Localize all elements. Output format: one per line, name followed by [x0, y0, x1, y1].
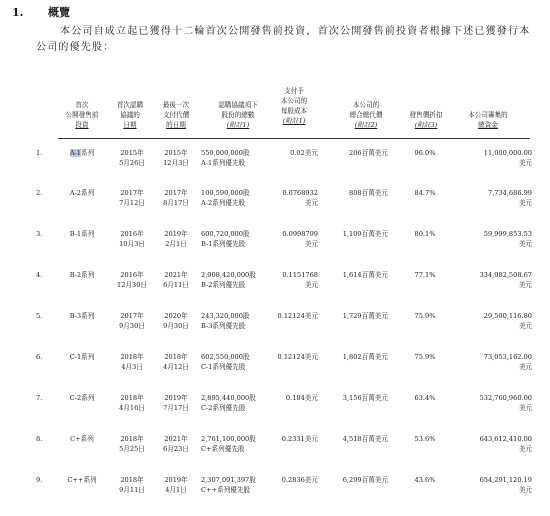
row-number-line: 1. — [36, 149, 43, 157]
funds-raised-line: 美元 — [518, 445, 532, 453]
last-payment-date-line: 2019年 — [164, 230, 188, 238]
post-money-valuation-line: 1,802百萬美元 — [342, 353, 388, 361]
last-payment-date — [153, 148, 199, 168]
header-line: 首次 — [75, 101, 89, 109]
offer-discount-line: 75.9% — [414, 353, 436, 361]
header-rule — [58, 138, 530, 139]
row-number-line: 9. — [36, 476, 43, 484]
first-subscription-date — [110, 148, 154, 168]
total-shares-line: 600,720,000股 — [201, 230, 250, 238]
offer-discount — [395, 311, 455, 321]
cost-per-share-line: 0.2836美元 — [281, 476, 318, 484]
offer-discount-line: 43.6% — [414, 476, 436, 484]
cost-per-share — [270, 393, 318, 403]
row-number-line: 6. — [36, 353, 43, 361]
funds-raised-line: 29,500,116.80 — [483, 312, 532, 320]
cost-per-share-line: 0.12124美元 — [277, 312, 318, 320]
funds-raised-line: 美元 — [518, 281, 532, 289]
cost-per-share-line: 美元 — [304, 199, 318, 207]
funds-raised-line: 532,760,960.00 — [479, 394, 532, 402]
funds-raised-line: 654,291,120.19 — [479, 476, 532, 484]
cost-per-share — [270, 229, 318, 249]
row-number-line: 3. — [36, 230, 43, 238]
first-subscription-date — [110, 352, 154, 372]
header-line: 協議的 — [120, 111, 140, 119]
post-money-valuation-line: 1,109百萬美元 — [342, 230, 388, 238]
series-name — [58, 188, 106, 198]
total-shares-line: C++系列優先股 — [201, 486, 251, 494]
cost-per-share-line: 0.0998799 — [282, 230, 318, 238]
post-money-valuation — [328, 270, 388, 280]
funds-raised-line: 美元 — [518, 159, 532, 167]
last-payment-date-line: 2021年 — [164, 435, 188, 443]
offer-discount-line: 80.1% — [414, 230, 436, 238]
cost-per-share-line: 0.2331美元 — [281, 435, 318, 443]
total-shares-line: 2,761,100,000股 — [201, 435, 256, 443]
funds-raised-line: 美元 — [518, 363, 532, 371]
funds-raised-line: 11,000,000.00 — [483, 149, 532, 157]
last-payment-date-line: 8月17日 — [163, 199, 189, 207]
last-payment-date-line: 2017年 — [164, 189, 188, 197]
first-subscription-date-line: 2018年 — [120, 353, 144, 361]
post-money-valuation — [328, 434, 388, 444]
header-line: 總合總代價 — [349, 111, 383, 119]
header-last-date — [152, 100, 200, 130]
series-name — [58, 352, 106, 362]
cost-per-share — [270, 434, 318, 444]
post-money-valuation-line: 1,614百萬美元 — [342, 271, 388, 279]
last-payment-date-line: 2018年 — [164, 353, 188, 361]
total-shares-line: 550,000,000股 — [201, 149, 250, 157]
total-shares-line: C+系列優先股 — [201, 445, 245, 453]
row-number-line: 7. — [36, 394, 43, 402]
first-subscription-date-line: 2017年 — [120, 312, 144, 320]
post-money-valuation — [328, 393, 388, 403]
offer-discount-line: 96.0% — [414, 149, 436, 157]
total-shares — [201, 270, 256, 290]
header-line: 投資 — [75, 121, 89, 129]
header-line: 股份的總數 — [221, 111, 255, 119]
last-payment-date-line: 4月1日 — [165, 486, 187, 494]
series-name — [58, 434, 106, 444]
last-payment-date — [153, 188, 199, 208]
funds-raised — [460, 311, 532, 331]
last-payment-date-line: 2015年 — [164, 149, 188, 157]
total-shares-line: C-2系列優先股 — [201, 404, 246, 412]
total-shares-line: 2,307,091,397股 — [201, 476, 256, 484]
last-payment-date-line: 2019年 — [164, 394, 188, 402]
post-money-valuation-line: 4,518百萬美元 — [342, 435, 388, 443]
first-subscription-date-line: 2015年 — [120, 149, 144, 157]
row-number — [36, 393, 42, 403]
post-money-valuation — [328, 352, 388, 362]
total-shares-line: 2,895,440,000股 — [201, 394, 256, 402]
row-number — [36, 434, 42, 444]
header-line: 的日期 — [166, 121, 186, 129]
last-payment-date — [153, 434, 199, 454]
funds-raised — [460, 148, 532, 168]
total-shares — [201, 188, 250, 208]
header-valuation — [338, 100, 394, 130]
section-number: 1. — [12, 6, 24, 19]
header-line: 首次認購 — [116, 101, 144, 109]
last-payment-date — [153, 352, 199, 372]
cost-per-share — [270, 270, 318, 290]
total-shares-line: 602,550,000股 — [201, 353, 250, 361]
funds-raised-line: 美元 — [518, 322, 532, 330]
total-shares — [201, 434, 256, 454]
total-shares-line: 2,908,420,000股 — [201, 271, 256, 279]
header-line: (附註1) — [282, 117, 306, 125]
post-money-valuation — [328, 475, 388, 485]
offer-discount-line: 53.6% — [414, 435, 436, 443]
total-shares-line: A-2系列優先股 — [201, 199, 246, 207]
last-payment-date-line: 12月3日 — [163, 159, 189, 167]
series-name-rest: 系列 — [81, 149, 95, 157]
total-shares — [201, 311, 250, 331]
offer-discount — [395, 188, 455, 198]
first-subscription-date-line: 2017年 — [120, 189, 144, 197]
funds-raised — [460, 188, 532, 208]
header-shares — [210, 100, 266, 130]
last-payment-date — [153, 393, 199, 413]
cost-per-share — [270, 475, 318, 485]
cost-per-share-line: 美元 — [304, 281, 318, 289]
first-subscription-date-line: 2016年 — [120, 271, 144, 279]
row-number — [36, 229, 42, 239]
header-line: 發售價折扣 — [409, 111, 443, 119]
funds-raised-line: 59,999,853.53 — [483, 230, 532, 238]
row-number-line: 4. — [36, 271, 43, 279]
intro-paragraph — [36, 24, 532, 56]
row-number — [36, 475, 42, 485]
first-subscription-date-line: 5月25日 — [119, 445, 145, 453]
last-payment-date-line: 2月1日 — [165, 240, 187, 248]
series-name — [58, 311, 106, 321]
header-line: 認購協議項下 — [218, 101, 258, 109]
total-shares-line: B-1系列優先股 — [201, 240, 246, 248]
funds-raised-line: 美元 — [518, 486, 532, 494]
post-money-valuation-line: 808百萬美元 — [349, 189, 388, 197]
header-raised — [458, 110, 518, 130]
total-shares-line: 100,590,000股 — [201, 189, 250, 197]
series-name-line: B-2系列 — [69, 271, 95, 279]
series-name-line: C+系列 — [70, 435, 94, 443]
series-name — [58, 148, 106, 158]
first-subscription-date-line: 7月12日 — [119, 199, 145, 207]
last-payment-date-line: 2021年 — [164, 271, 188, 279]
cost-per-share — [270, 148, 318, 158]
first-subscription-date-line: 4月16日 — [119, 404, 145, 412]
funds-raised — [460, 352, 532, 372]
last-payment-date-line: 2019年 — [164, 476, 188, 484]
first-subscription-date — [110, 229, 154, 249]
cost-per-share-line: 0.12124美元 — [277, 353, 318, 361]
header-discount — [400, 110, 452, 130]
last-payment-date-line: 9月30日 — [163, 322, 189, 330]
first-subscription-date — [110, 311, 154, 331]
funds-raised — [460, 475, 532, 495]
total-shares-line: B-3系列優先股 — [201, 322, 246, 330]
total-shares-line: A-1系列優先股 — [201, 159, 246, 167]
cost-per-share-line: 0.1151768 — [282, 271, 318, 279]
offer-discount — [395, 352, 455, 362]
funds-raised-line: 7,734,686.99 — [487, 189, 532, 197]
series-name-line: B-3系列 — [69, 312, 95, 320]
total-shares — [201, 393, 256, 413]
cost-per-share — [270, 311, 318, 321]
last-payment-date-line: 2020年 — [164, 312, 188, 320]
last-payment-date — [153, 311, 199, 331]
series-name-line: C-2系列 — [69, 394, 95, 402]
total-shares — [201, 229, 250, 249]
offer-discount — [395, 393, 455, 403]
post-money-valuation — [328, 229, 388, 239]
header-line: 本公司的 — [280, 97, 308, 105]
offer-discount-line: 77.1% — [414, 271, 436, 279]
first-subscription-date-line: 9月11日 — [119, 486, 145, 494]
funds-raised-line: 334,982,508.67 — [479, 271, 532, 279]
first-subscription-date-line: 10月3日 — [119, 240, 145, 248]
header-line: 日期 — [123, 121, 137, 129]
series-name — [58, 270, 106, 280]
first-subscription-date — [110, 434, 154, 454]
funds-raised-line: 73,053,162.00 — [483, 353, 532, 361]
first-subscription-date-line: 5月26日 — [119, 159, 145, 167]
header-line: 支付代價 — [162, 111, 190, 119]
post-money-valuation-line: 3,156百萬美元 — [342, 394, 388, 402]
highlighted-text: A-1 — [69, 149, 81, 157]
header-line: 支付予 — [284, 87, 304, 95]
offer-discount — [395, 270, 455, 280]
row-number — [36, 188, 42, 198]
header-unit-cost — [270, 86, 318, 126]
header-first-date — [106, 100, 154, 130]
header-line: (附註1) — [226, 121, 250, 129]
cost-per-share-line: 0.02美元 — [290, 149, 318, 157]
header-line: 本公司籌集的 — [468, 111, 508, 119]
post-money-valuation — [328, 311, 388, 321]
first-subscription-date — [110, 475, 154, 495]
first-subscription-date-line: 9月30日 — [119, 322, 145, 330]
row-number — [36, 311, 42, 321]
funds-raised-line: 643,612,410.00 — [479, 435, 532, 443]
first-subscription-date-line: 4月3日 — [121, 363, 143, 371]
post-money-valuation-line: 206百萬美元 — [349, 149, 388, 157]
first-subscription-date-line: 2016年 — [120, 230, 144, 238]
header-line: 總資金 — [478, 121, 498, 129]
total-shares — [201, 148, 250, 168]
total-shares-line: C-1系列優先股 — [201, 363, 246, 371]
first-subscription-date — [110, 393, 154, 413]
series-name — [58, 229, 106, 239]
last-payment-date-line: 4月12日 — [163, 363, 189, 371]
offer-discount — [395, 148, 455, 158]
total-shares — [201, 475, 256, 495]
series-name-line: C-1系列 — [69, 353, 95, 361]
last-payment-date-line: 6月11日 — [163, 281, 189, 289]
header-line: 每股成本 — [280, 107, 308, 115]
row-number — [36, 352, 42, 362]
intro-text: 本公司自成立起已獲得十二輪首次公開發售前投資，首次公開發售前投資者根據下述已獲發行本公司的優先股： — [36, 26, 531, 53]
header-line: 最後一次 — [162, 101, 190, 109]
funds-raised — [460, 393, 532, 413]
row-number-line: 8. — [36, 435, 43, 443]
funds-raised — [460, 434, 532, 454]
total-shares — [201, 352, 250, 372]
series-name-line: C++系列 — [67, 476, 97, 484]
last-payment-date-line: 7月17日 — [163, 404, 189, 412]
total-shares-line: B-2系列優先股 — [201, 281, 246, 289]
cost-per-share-line: 美元 — [304, 240, 318, 248]
first-subscription-date — [110, 188, 154, 208]
last-payment-date — [153, 270, 199, 290]
cost-per-share — [270, 352, 318, 362]
cost-per-share — [270, 188, 318, 208]
post-money-valuation-line: 6,299百萬美元 — [342, 476, 388, 484]
row-number-line: 2. — [36, 189, 43, 197]
first-subscription-date-line: 2018年 — [120, 476, 144, 484]
section-title: 概覽 — [48, 6, 70, 19]
header-line: 公開發售前 — [65, 111, 99, 119]
series-name — [58, 475, 106, 485]
series-name — [58, 393, 106, 403]
header-line: (附註2) — [354, 121, 378, 129]
last-payment-date — [153, 475, 199, 495]
series-name-line: A-2系列 — [69, 189, 95, 197]
funds-raised-line: 美元 — [518, 240, 532, 248]
last-payment-date — [153, 229, 199, 249]
offer-discount — [395, 229, 455, 239]
first-subscription-date-line: 12月30日 — [117, 281, 147, 289]
cost-per-share-line: 0.184美元 — [285, 394, 318, 402]
total-shares-line: 243,320,000股 — [201, 312, 250, 320]
funds-raised-line: 美元 — [518, 199, 532, 207]
first-subscription-date-line: 2018年 — [120, 394, 144, 402]
first-subscription-date — [110, 270, 154, 290]
offer-discount-line: 63.4% — [414, 394, 436, 402]
section-heading — [12, 4, 70, 20]
offer-discount-line: 75.9% — [414, 312, 436, 320]
offer-discount-line: 84.7% — [414, 189, 436, 197]
funds-raised — [460, 270, 532, 290]
funds-raised-line: 美元 — [518, 404, 532, 412]
funds-raised — [460, 229, 532, 249]
series-name-line: B-1系列 — [69, 230, 95, 238]
cost-per-share-line: 0.0768932 — [282, 189, 318, 197]
post-money-valuation — [328, 188, 388, 198]
post-money-valuation — [328, 148, 388, 158]
header-line: 本公司的 — [352, 101, 380, 109]
post-money-valuation-line: 1,729百萬美元 — [342, 312, 388, 320]
row-number-line: 5. — [36, 312, 43, 320]
last-payment-date-line: 6月23日 — [163, 445, 189, 453]
offer-discount — [395, 434, 455, 444]
header-line: (附註3) — [414, 121, 438, 129]
header-investment — [58, 100, 106, 130]
offer-discount — [395, 475, 455, 485]
row-number — [36, 270, 42, 280]
first-subscription-date-line: 2018年 — [120, 435, 144, 443]
row-number — [36, 148, 42, 158]
